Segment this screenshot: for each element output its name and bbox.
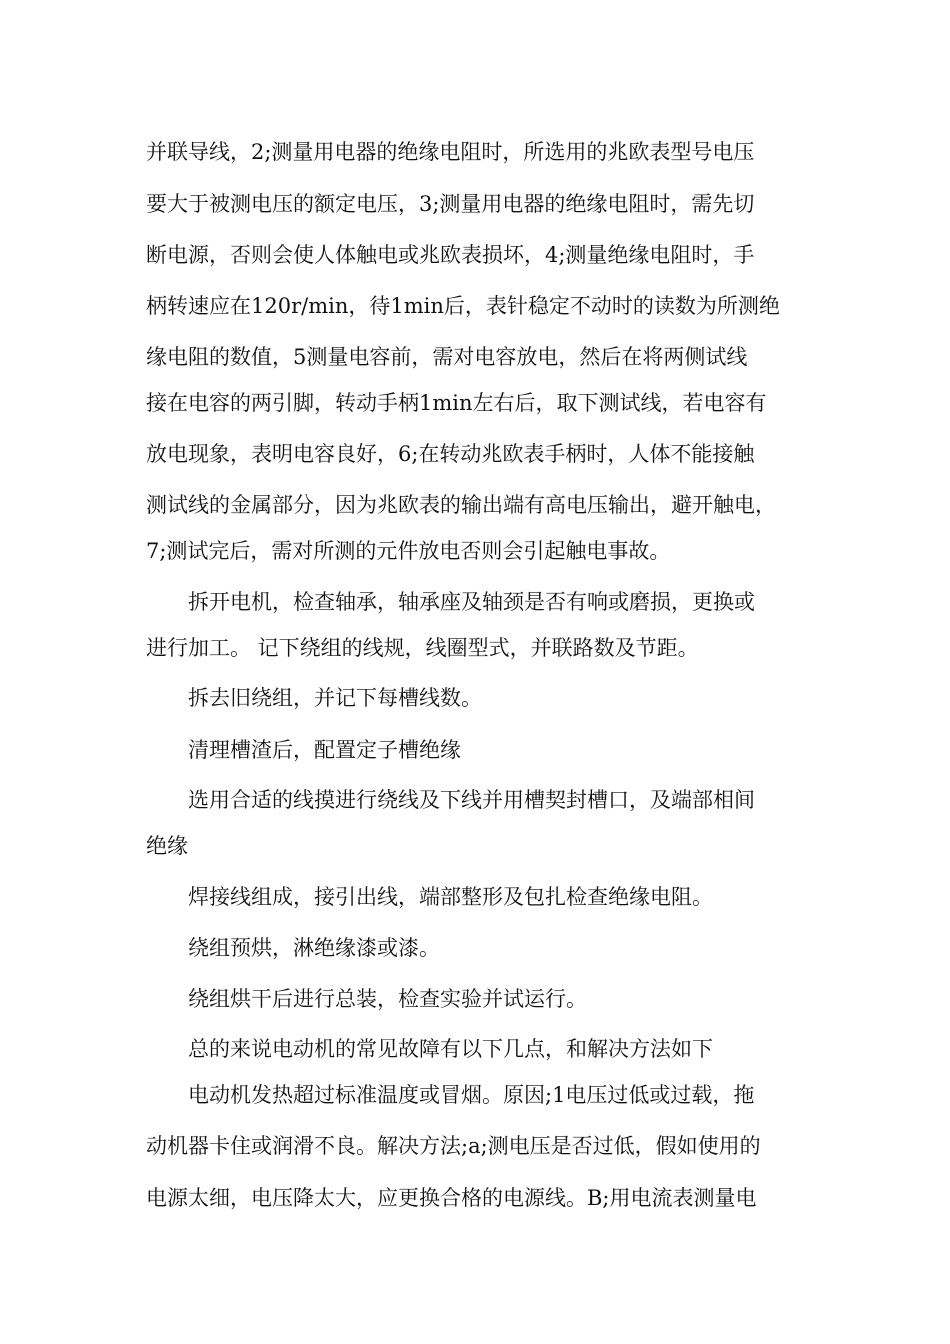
paragraph-start-line: 焊接线组成，接引出线，端部整形及包扎检查绝缘电阻。 xyxy=(188,885,713,909)
text-line: 放电现象，表明电容良好，6;在转动兆欧表手柄时，人体不能接触 xyxy=(146,442,755,466)
paragraph-start-line: 选用合适的线摸进行绕线及下线并用槽契封槽口，及端部相间 xyxy=(188,788,755,812)
text-line: 缘电阻的数值，5测量电容前，需对电容放电，然后在将两侧试线 xyxy=(146,345,748,369)
text-line: 断电源，否则会使人体触电或兆欧表损坏，4;测量绝缘电阻时，手 xyxy=(146,243,755,267)
text-line: 柄转速应在120r/min，待1min后，表针稳定不动时的读数为所测绝 xyxy=(146,294,780,318)
paragraph-start-line: 清理槽渣后，配置定子槽绝缘 xyxy=(188,738,461,762)
text-line: 7;测试完后，需对所测的元件放电否则会引起触电事故。 xyxy=(146,539,671,563)
text-line: 绝缘 xyxy=(146,834,188,858)
text-line: 测试线的金属部分，因为兆欧表的输出端有高电压输出，避开触电， xyxy=(146,493,776,517)
text-line: 接在电容的两引脚，转动手柄1min左右后，取下测试线，若电容有 xyxy=(146,391,767,415)
paragraph-start-line: 绕组预烘，淋绝缘漆或漆。 xyxy=(188,936,440,960)
text-line: 进行加工。 记下绕组的线规，线圈型式，并联路数及节距。 xyxy=(146,636,699,660)
paragraph-start-line: 拆去旧绕组，并记下每槽线数。 xyxy=(188,686,482,710)
paragraph-start-line: 总的来说电动机的常见故障有以下几点，和解决方法如下 xyxy=(188,1037,713,1061)
paragraph-start-line: 电动机发热超过标准温度或冒烟。原因;1电压过低或过载，拖 xyxy=(188,1083,755,1107)
text-line: 并联导线，2;测量用电器的绝缘电阻时，所选用的兆欧表型号电压 xyxy=(146,140,755,164)
text-line: 动机器卡住或润滑不良。解决方法;a;测电压是否过低，假如使用的 xyxy=(146,1134,761,1158)
paragraph-start-line: 拆开电机，检查轴承，轴承座及轴颈是否有响或磨损，更换或 xyxy=(188,590,755,614)
text-line: 电源太细，电压降太大，应更换合格的电源线。B;用电流表测量电 xyxy=(146,1186,757,1210)
paragraph-start-line: 绕组烘干后进行总装，检查实验并试运行。 xyxy=(188,987,587,1011)
text-line: 要大于被测电压的额定电压，3;测量用电器的绝缘电阻时，需先切 xyxy=(146,192,755,216)
